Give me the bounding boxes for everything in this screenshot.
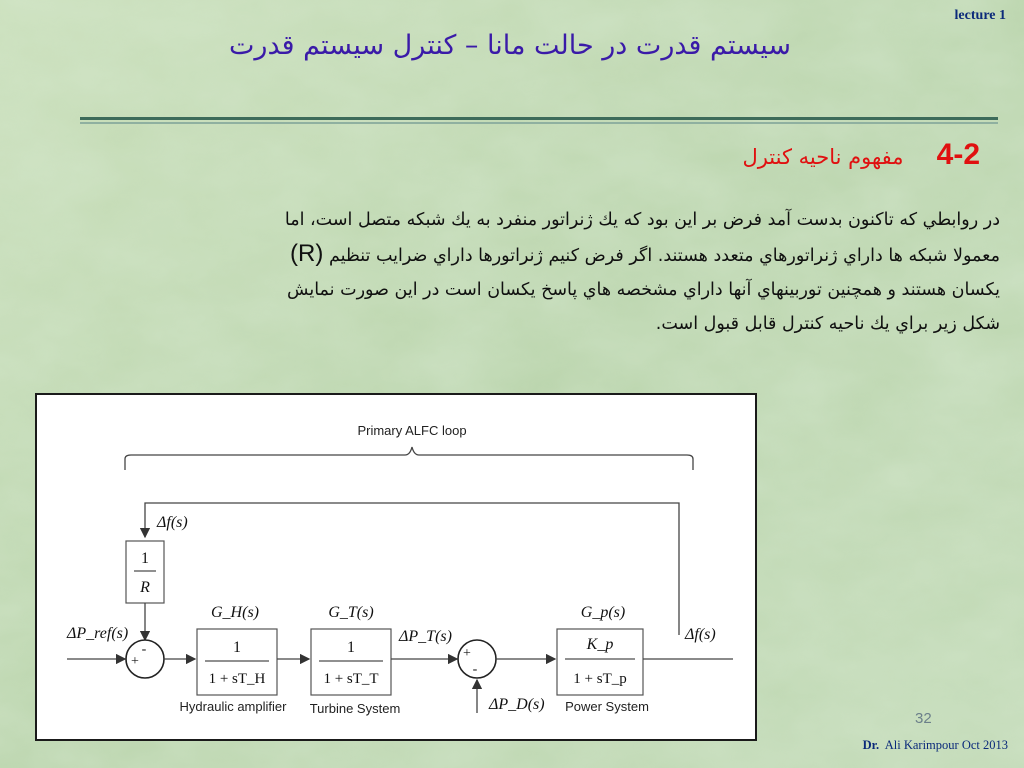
paragraph-line: يكسان هستند و همچنين توربينهاي آنها داراي مشخصه هاي پاسخ يكسان است در اين صورت نمايش [287,280,1000,300]
loop-label: Primary ALFC loop [357,423,467,438]
paragraph-line: شكل زير براي يك ناحيه كنترل قابل قبول است. [655,314,1000,334]
author-credit: Dr. Ali Karimpour Oct 2013 [862,738,1008,752]
paragraph-line: در روابطي كه تاكنون بدست آمد فرض بر اين بود كه يك ژنراتور منفرد به يك شبكه متصل است، اما [284,210,1000,230]
title-divider [80,117,998,120]
section-heading [742,138,980,172]
sum2-sign-bottom: - [472,662,478,677]
lecture-label: lecture 1 [954,8,1006,23]
svg-text:K_p: K_p [586,636,614,653]
alfc-block-diagram [35,393,757,741]
title-divider-secondary [80,122,998,124]
svg-text:1: 1 [233,639,241,656]
loop-brace [125,447,693,470]
output-signal-label: Δf(s) [685,626,716,643]
sum1-sign-top: - [141,642,147,657]
feedback-signal-label: Δf(s) [157,514,188,531]
svg-text:1 + sT_p: 1 + sT_p [573,671,627,687]
section-number: 4-2 [936,138,980,171]
reference-input-label: ΔP_ref(s) [67,625,129,642]
sum1-sign-left: + [131,654,139,669]
slide-title: سیستم قدرت در حالت مانا – کنترل سیستم قدرت [229,30,791,61]
hydraulic-tf-name: G_H(s) [211,604,259,621]
droop-symbol: (R) [290,240,324,267]
turbine-caption: Turbine System [309,701,401,716]
hydraulic-caption: Hydraulic amplifier [179,699,287,714]
power-system-caption: Power System [565,699,649,714]
svg-text:1 + sT_H: 1 + sT_H [208,671,266,687]
droop-num: 1 [141,550,149,567]
svg-text:1 + sT_T: 1 + sT_T [323,671,379,687]
turbine-tf-name: G_T(s) [328,604,374,621]
svg-text:1: 1 [347,639,355,656]
page-number: 32 [915,710,932,727]
body-paragraph [44,203,1000,341]
section-title: مفهوم ناحیه کنترل [742,145,904,169]
paragraph-line: معمولا شبكه ها داراي ژنراتورهاي متعدد هستند. اگر فرض كنيم ژنراتورها داراي ضرايب تنظيم (R) [290,240,1000,267]
turbine-output-label: ΔP_T(s) [399,628,452,645]
power-tf-name: G_p(s) [580,604,626,621]
sum2-sign-top: + [463,646,471,661]
droop-den: R [140,579,150,596]
disturbance-label: ΔP_D(s) [489,696,545,713]
